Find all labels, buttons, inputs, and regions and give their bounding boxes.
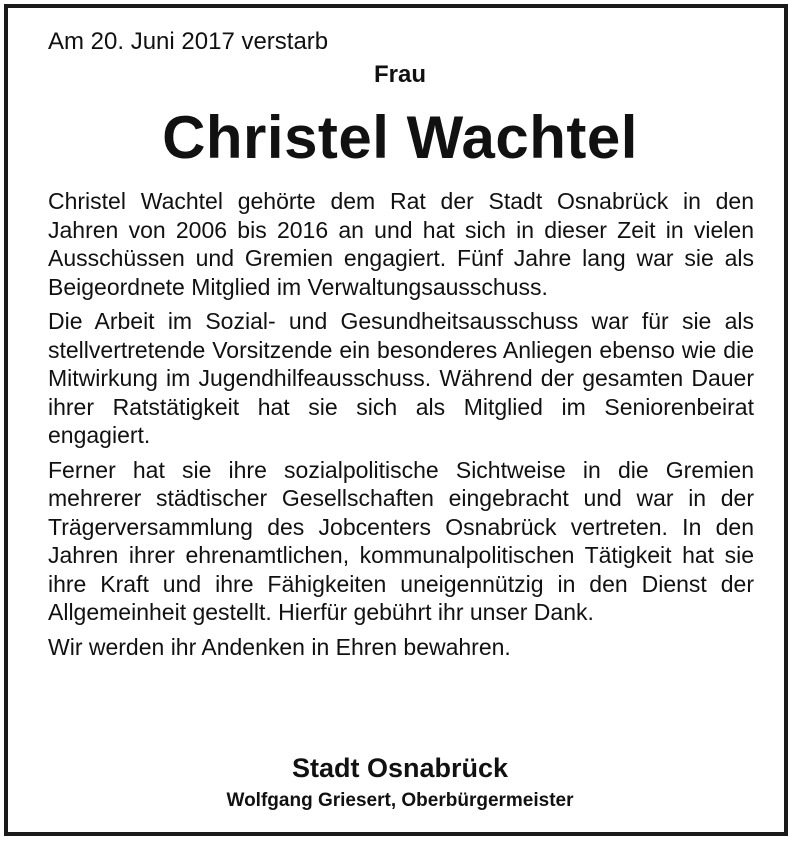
death-date-intro: Am 20. Juni 2017 verstarb bbox=[48, 28, 329, 55]
deceased-name: Christel Wachtel bbox=[162, 104, 638, 171]
paragraph-remembrance: Wir werden ihr Andenken in Ehren bewahren. bbox=[48, 633, 511, 660]
signature-block bbox=[0, 750, 800, 816]
salutation: Frau bbox=[373, 61, 426, 88]
signature-person: Wolfgang Griesert, Oberbürgermeister bbox=[226, 790, 574, 811]
obituary-body bbox=[48, 187, 754, 667]
paragraph-social-committee: Die Arbeit im Sozial- und Gesundheitsausschuss war für sie als stellvertretende Vorsitzende ein besonderes Anliegen ebenso wie die Mitwirkung im Jugendhilfeausschuss. Während der gesamten Dauer ihrer Ratstätigkeit hat sie sich als Mitglied im Seniorenbeirat engagiert. bbox=[48, 308, 754, 448]
paragraph-council-membership: Christel Wachtel gehörte dem Rat der Stadt Osnabrück in den Jahren von 2006 bis 2016 an und hat sich in dieser Zeit in vielen Ausschüssen und Gremien engagiert. Fünf Jahre lang war sie als Beigeordnete Mitglied im Verwaltungsausschuss. bbox=[48, 188, 754, 300]
paragraph-social-policy: Ferner hat sie ihre sozialpolitische Sichtweise in die Gremien mehrerer städtischer Gesellschaften eingebracht und war in der Trägerversammlung des Jobcenters Osnabrück vertreten. In den Jahren ihrer ehrenamtlichen, kommunalpolitischen Tätigkeit hat sie ihre Kraft und ihre Fähigkeiten uneigennützig in den Dienst der Allgemeinheit gestellt. Hierfür gebührt ihr unser Dank. bbox=[48, 456, 754, 625]
signature-organization: Stadt Osnabrück bbox=[291, 753, 509, 783]
